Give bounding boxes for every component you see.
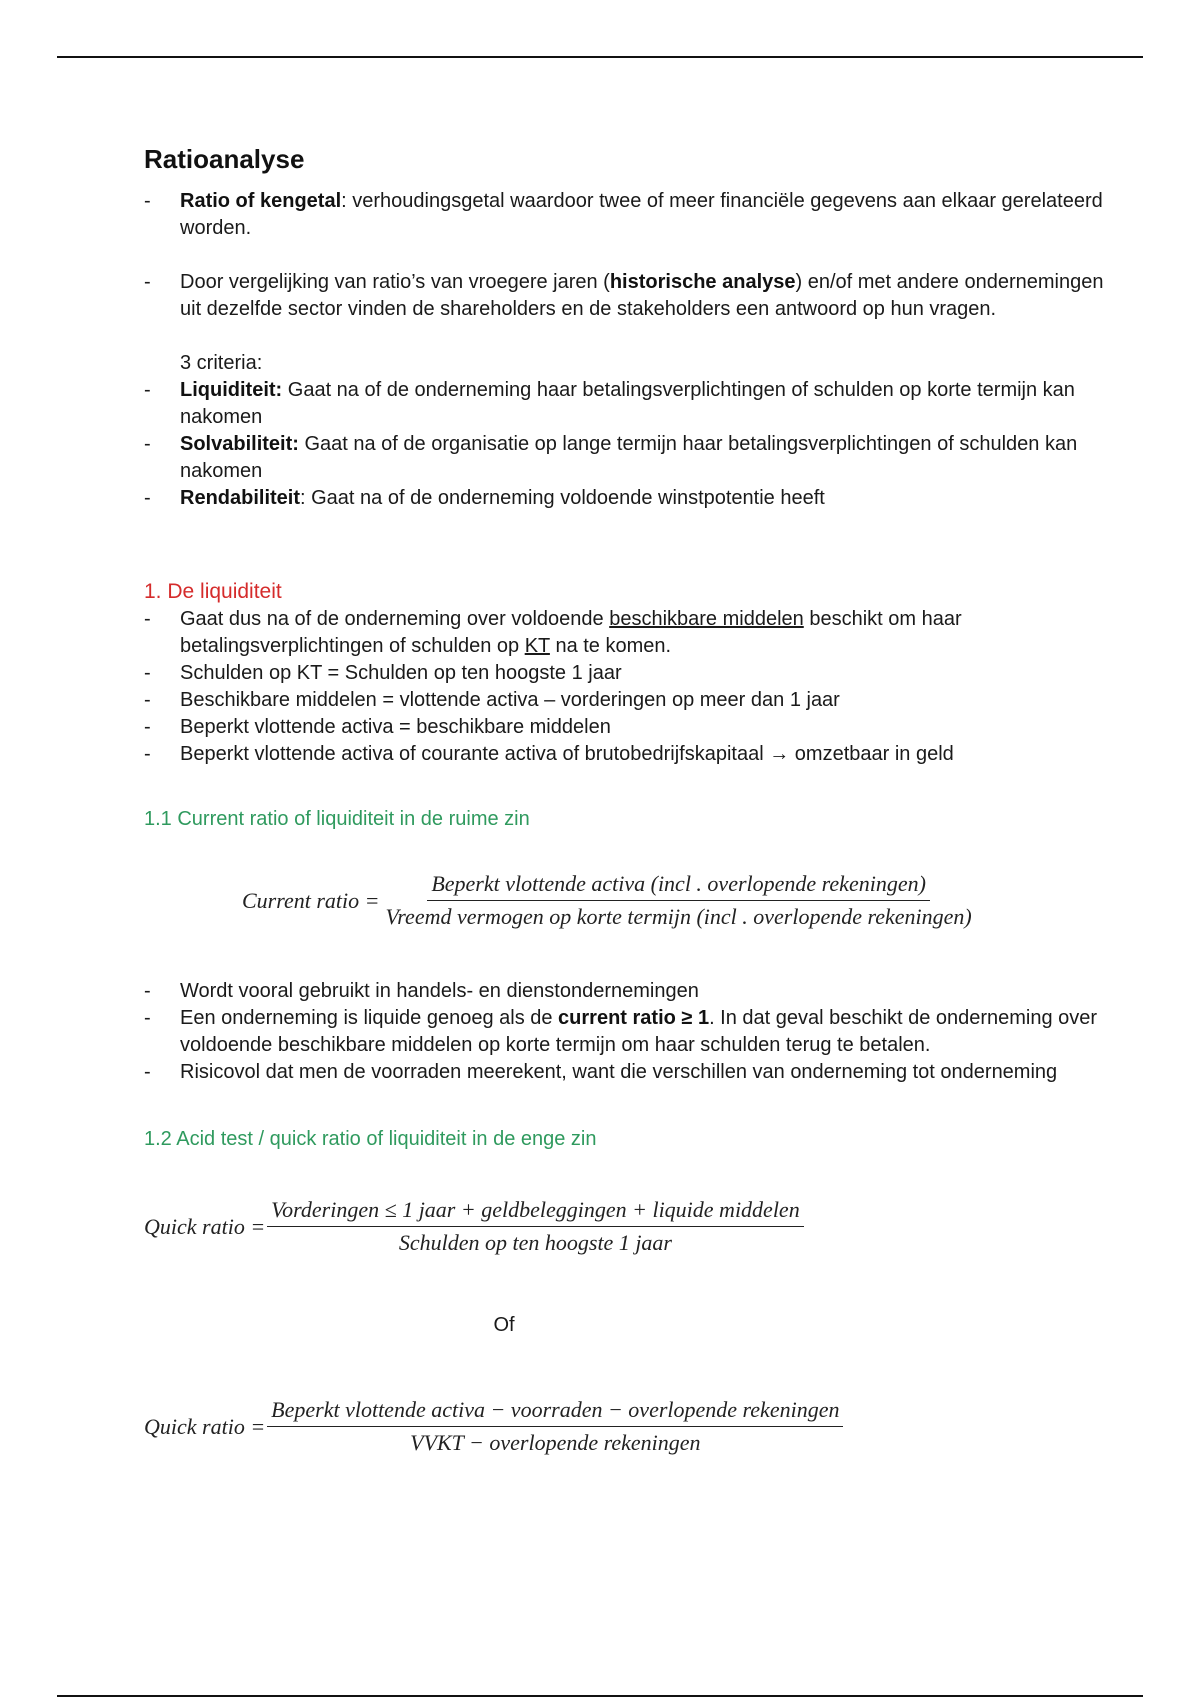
definition-item bbox=[144, 188, 1124, 242]
text-fragment: beschikt om haar betalingsverplichtingen of schulden op bbox=[180, 608, 962, 657]
current-ratio-condition: current ratio ≥ 1 bbox=[558, 1007, 710, 1029]
list-item: - Beschikbare middelen = vlottende activa – vorderingen op meer dan 1 jaar bbox=[144, 687, 1124, 714]
section-1-intro bbox=[144, 606, 1124, 660]
formula-numerator: Vorderingen ≤ 1 jaar + geldbeleggingen + liquide middelen bbox=[267, 1197, 804, 1227]
formula-denominator: VVKT − overlopende rekeningen bbox=[410, 1430, 701, 1455]
formula-lhs: Quick ratio = bbox=[144, 1213, 266, 1239]
section-1-2-heading: 1.2 Acid test / quick ratio of liquiditeit in de enge zin bbox=[144, 1128, 597, 1150]
formula-fraction bbox=[267, 1197, 804, 1256]
text-fragment: . In dat geval beschikt de onderneming over voldoende beschikbare middelen op korte termijn om haar schulden terug te betalen. bbox=[180, 1007, 1098, 1056]
comparison-item bbox=[144, 269, 1124, 323]
criterion-text: Gaat na of de onderneming haar betalingsverplichtingen of schulden op korte termijn kan nakomen bbox=[180, 379, 1075, 428]
criteria-label: 3 criteria: bbox=[180, 352, 263, 374]
text-fragment: na te komen. bbox=[549, 635, 672, 657]
formula-denominator: Vreemd vermogen op korte termijn (incl . overlopende rekeningen) bbox=[385, 904, 972, 929]
or-label: Of bbox=[493, 1314, 515, 1336]
definition-term: Ratio of kengetal bbox=[180, 190, 342, 212]
formula-numerator: Beperkt vlottende activa (incl . overlopende rekeningen) bbox=[427, 871, 930, 901]
criteria-list bbox=[144, 377, 1124, 512]
criterion-liquiditeit bbox=[144, 377, 1124, 431]
footer-rule bbox=[57, 1695, 1143, 1697]
criterion-term: Rendabiliteit bbox=[180, 487, 301, 509]
section-1-paragraph bbox=[144, 606, 1124, 660]
section-1-heading: 1. De liquiditeit bbox=[144, 580, 282, 603]
list-item: - Beperkt vlottende activa = beschikbare middelen bbox=[144, 714, 1124, 741]
intro-list bbox=[144, 188, 1124, 323]
list-item: - Schulden op KT = Schulden op ten hoogste 1 jaar bbox=[144, 660, 1124, 687]
text-fragment: Gaat dus na of de onderneming over voldoende bbox=[180, 608, 610, 630]
criterion-solvabiliteit bbox=[144, 431, 1124, 485]
document-body bbox=[144, 142, 1124, 1456]
formula-lhs: Current ratio = bbox=[242, 887, 380, 913]
current-ratio-notes bbox=[144, 978, 1124, 1086]
list-item bbox=[144, 1005, 1124, 1059]
current-ratio-formula bbox=[242, 871, 1124, 930]
formula-lhs: Quick ratio = bbox=[144, 1413, 266, 1439]
list-item: - Risicovol dat men de voorraden meerekent, want die verschillen van onderneming tot onderneming bbox=[144, 1059, 1124, 1086]
comparison-text-post: ) en/of met andere ondernemingen uit dezelfde sector vinden de shareholders en de stakeholders een antwoord op hun vragen. bbox=[180, 271, 1104, 320]
underlined-term: beschikbare middelen bbox=[609, 608, 804, 630]
list-item: - Wordt vooral gebruikt in handels- en dienstondernemingen bbox=[144, 978, 1124, 1005]
quick-ratio-formula-1 bbox=[144, 1197, 1124, 1256]
formula-fraction bbox=[382, 871, 976, 930]
criterion-text: Gaat na of de organisatie op lange termijn haar betalingsverplichtingen of schulden kan nakomen bbox=[180, 433, 1078, 482]
list-item: - Beperkt vlottende activa of courante activa of brutobedrijfskapitaal → omzetbaar in geld bbox=[144, 741, 1124, 768]
formula-denominator: Schulden op ten hoogste 1 jaar bbox=[398, 1230, 672, 1255]
definition-text: : verhoudingsgetal waardoor twee of meer financiële gegevens aan elkaar gerelateerd worden. bbox=[180, 190, 1103, 239]
criterion-term: Solvabiliteit: bbox=[180, 433, 299, 455]
criterion-text: : Gaat na of de onderneming voldoende winstpotentie heeft bbox=[300, 487, 825, 509]
criterion-rendabiliteit bbox=[144, 485, 1124, 512]
quick-ratio-formula-2 bbox=[144, 1397, 1124, 1456]
comparison-text-pre: Door vergelijking van ratio’s van vroegere jaren ( bbox=[180, 271, 610, 293]
formula-numerator: Beperkt vlottende activa − voorraden − overlopende rekeningen bbox=[267, 1397, 843, 1427]
criterion-term: Liquiditeit: bbox=[180, 379, 283, 401]
formula-fraction bbox=[267, 1397, 843, 1456]
section-1-1-heading: 1.1 Current ratio of liquiditeit in de ruime zin bbox=[144, 808, 530, 830]
page-title: Ratioanalyse bbox=[144, 144, 305, 174]
historische-analyse-term: historische analyse bbox=[609, 271, 796, 293]
section-1-definitions bbox=[144, 660, 1124, 768]
text-fragment: Een onderneming is liquide genoeg als de bbox=[180, 1007, 559, 1029]
underlined-term: KT bbox=[524, 635, 550, 657]
header-rule bbox=[57, 56, 1143, 58]
